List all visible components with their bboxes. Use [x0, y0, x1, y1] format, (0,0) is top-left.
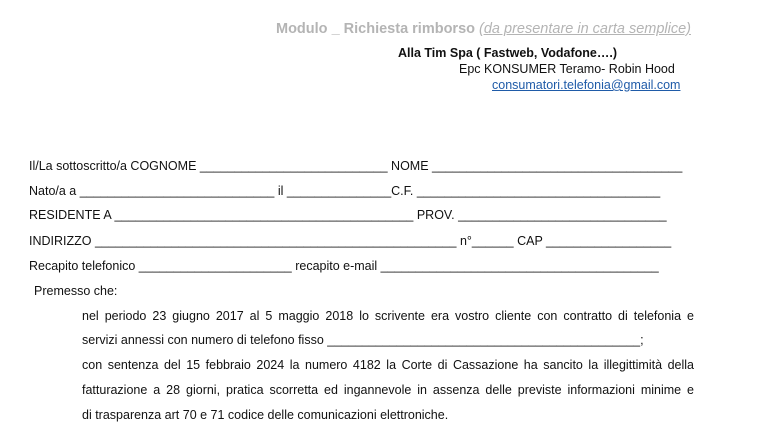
contact-field[interactable]: Recapito telefonico ______________________ recapito e-mail ________________________________________	[29, 259, 659, 273]
residence-field[interactable]: RESIDENTE A ___________________________________________ PROV. ______________________________	[29, 208, 667, 222]
phone-number-line[interactable]: servizi annessi con numero di telefono fisso _____________________________________________;	[82, 333, 644, 347]
paragraph-line: di trasparenza art 70 e 71 codice delle comunicazioni elettroniche.	[82, 408, 449, 422]
birth-cf-field[interactable]: Nato/a a ____________________________ il _______________C.F. ___________________________________	[29, 184, 661, 198]
title-note: (da presentare in carta semplice)	[479, 21, 691, 37]
paragraph-line: con sentenza del 15 febbraio 2024 la numero 4182 la Corte di Cassazione ha sancito la illegittimità della	[82, 358, 694, 372]
cc-line: Epc KONSUMER Teramo- Robin Hood	[459, 62, 675, 76]
email-link[interactable]: consumatori.telefonia@gmail.com	[492, 78, 681, 92]
recipient-line: Alla Tim Spa ( Fastweb, Vodafone….)	[398, 46, 618, 60]
document-title	[276, 21, 691, 37]
paragraph-line: fatturazione a 28 giorni, pratica scorretta ed ingannevole in assenza delle previste informazioni minime e	[82, 383, 694, 397]
premesso-label: Premesso che:	[34, 284, 118, 298]
surname-name-field[interactable]: Il/La sottoscritto/a COGNOME ___________________________ NOME ____________________________________	[29, 159, 683, 173]
title-text: Modulo _ Richiesta rimborso	[276, 21, 475, 37]
paragraph-line: nel periodo 23 giugno 2017 al 5 maggio 2018 lo scrivente era vostro cliente con contratto di telefonia e	[82, 309, 694, 323]
address-field[interactable]: INDIRIZZO ____________________________________________________ n°______ CAP __________________	[29, 234, 672, 248]
